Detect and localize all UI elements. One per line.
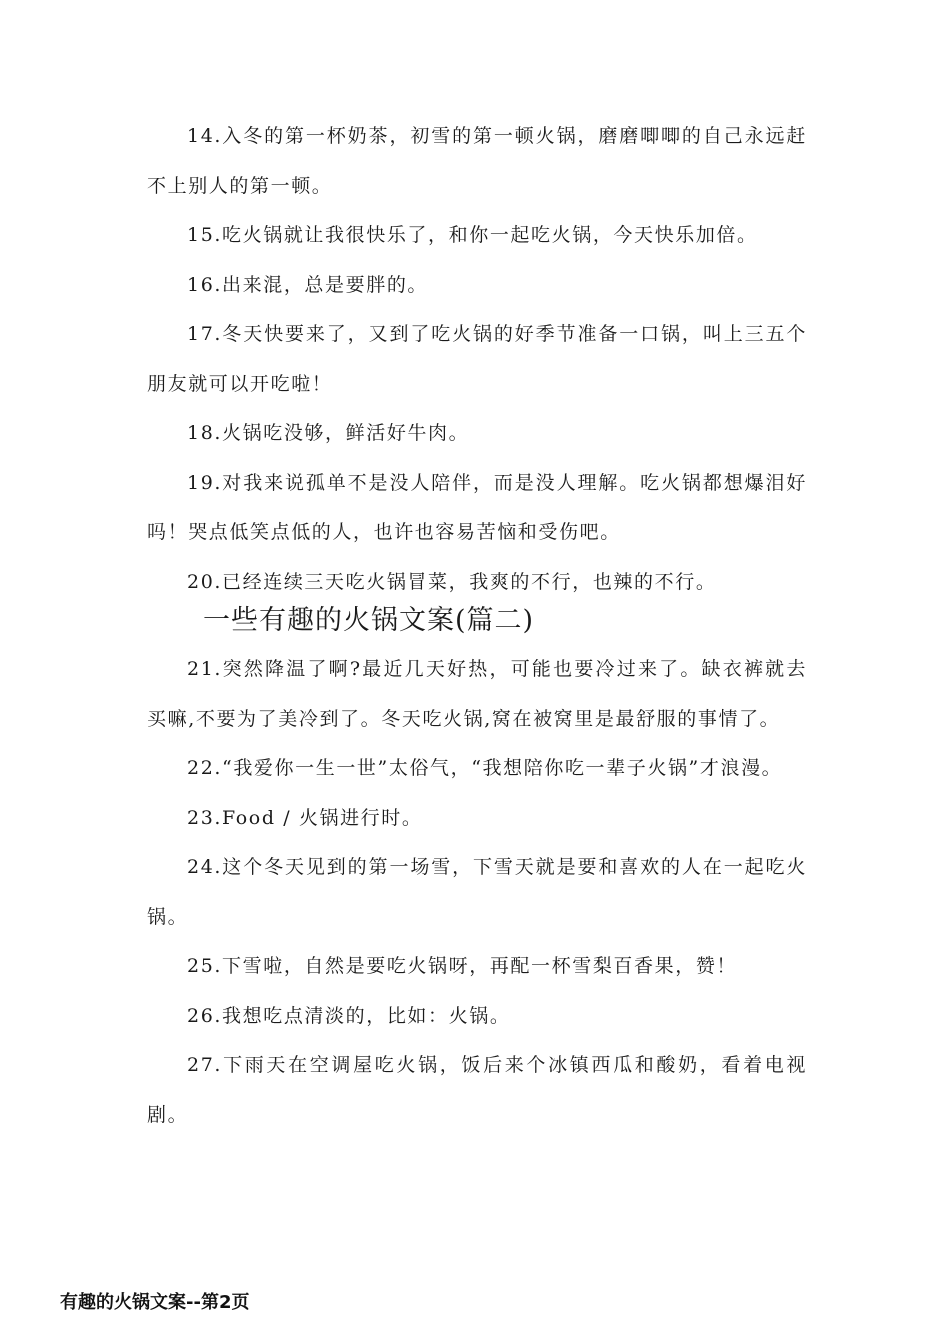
- paragraph-15: 15.吃火锅就让我很快乐了，和你一起吃火锅，今天快乐加倍。: [187, 224, 758, 246]
- paragraph-16: 16.出来混，总是要胖的。: [187, 273, 429, 296]
- paragraph-22: 22.“我爱你一生一世”太俗气，“我想陪你吃一辈子火锅”才浪漫。: [187, 757, 783, 779]
- page-footer: 有趣的火锅文案--第2页: [60, 1292, 250, 1313]
- paragraph-19: 19.对我来说孤单不是没人陪伴，而是没人理解。吃火锅都想爆泪好吗！哭点低笑点低的人，也许也容易苦恼和受伤吧。: [147, 471, 807, 543]
- paragraph-21: 21.突然降温了啊?最近几天好热，可能也要冷过来了。缺衣裤就去买嘛,不要为了美冷到了。冬天吃火锅,窝在被窝里是最舒服的事情了。: [147, 658, 807, 730]
- paragraph-25: 25.下雪啦，自然是要吃火锅呀，再配一杯雪梨百香果，赞！: [187, 955, 738, 977]
- paragraph-14: 14.入冬的第一杯奶茶，初雪的第一顿火锅，磨磨唧唧的自己永远赶不上别人的第一顿。: [147, 125, 807, 197]
- paragraph-17: 17.冬天快要来了，又到了吃火锅的好季节准备一口锅，叫上三五个朋友就可以开吃啦！: [147, 323, 807, 395]
- paragraph-27: 27.下雨天在空调屋吃火锅，饭后来个冰镇西瓜和酸奶，看着电视剧。: [147, 1054, 807, 1126]
- section-heading: 一些有趣的火锅文案(篇二): [203, 605, 535, 636]
- paragraph-24: 24.这个冬天见到的第一场雪，下雪天就是要和喜欢的人在一起吃火锅。: [147, 856, 807, 928]
- document-body: [147, 112, 807, 1140]
- paragraph-23: 23.Food / 火锅进行时。: [187, 806, 423, 829]
- paragraph-20: 20.已经连续三天吃火锅冒菜，我爽的不行，也辣的不行。: [187, 570, 717, 593]
- paragraph-26: 26.我想吃点清淡的，比如：火锅。: [187, 1004, 511, 1027]
- paragraph-18: 18.火锅吃没够，鲜活好牛肉。: [187, 422, 470, 444]
